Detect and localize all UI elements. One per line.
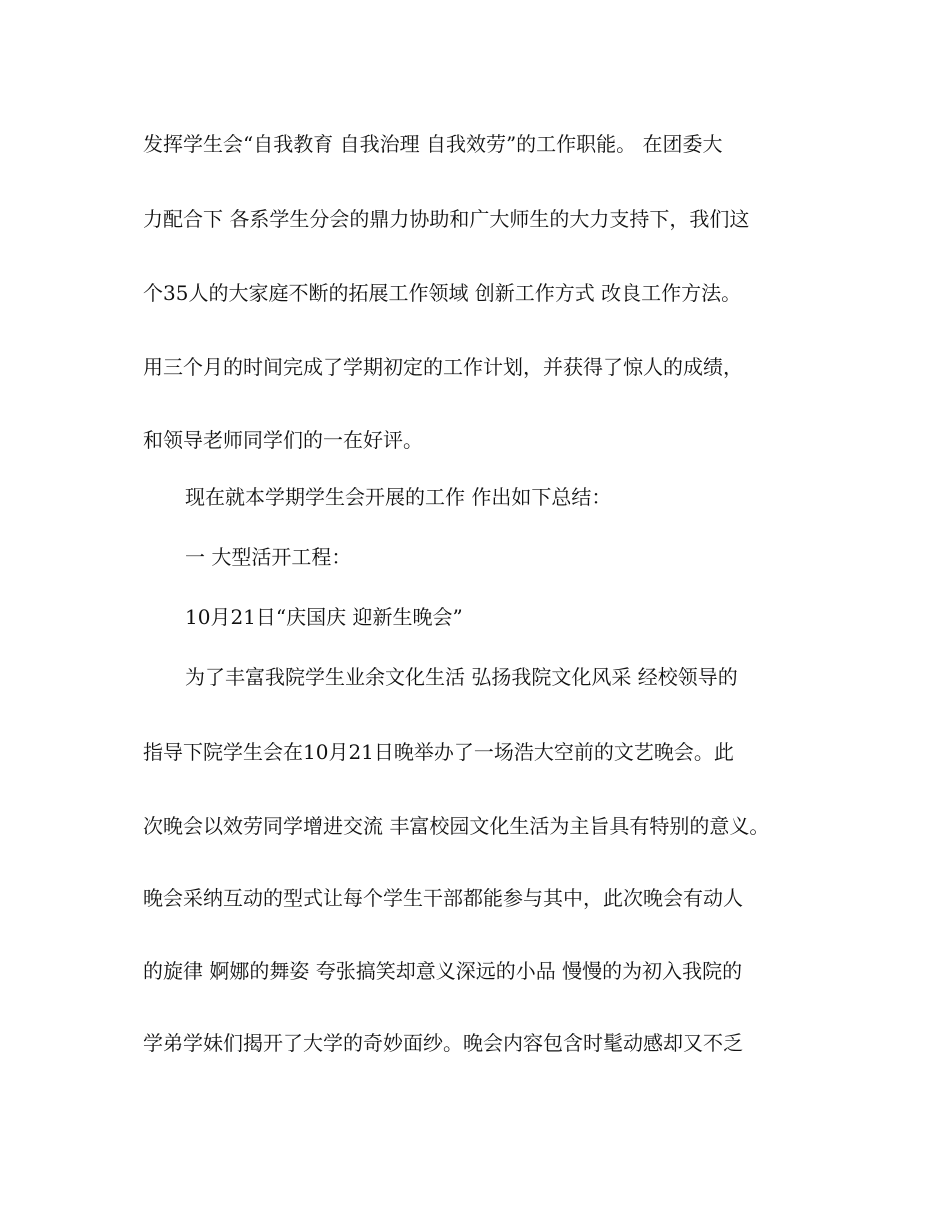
paragraph-line: 晚会采纳互动的型式让每个学生干部都能参与其中，此次晚会有动人 xyxy=(143,886,743,910)
paragraph-line: 指导下院学生会在10月21日晚举办了一场浩大空前的文艺晚会。此 xyxy=(143,740,734,764)
paragraph-line: 用三个月的时间完成了学期初定的工作计划，并获得了惊人的成绩， xyxy=(143,355,743,379)
paragraph-line: 学弟学妹们揭开了大学的奇妙面纱。晚会内容包含时髦动感却又不乏 xyxy=(143,1031,743,1055)
paragraph-line: 个35人的大家庭不断的拓展工作领域 创新工作方式 改良工作方法。 xyxy=(143,281,742,305)
event-title: 10月21日“庆国庆 迎新生晚会” xyxy=(185,605,463,629)
paragraph-line: 为了丰富我院学生业余文化生活 弘扬我院文化风采 经校领导的 xyxy=(185,665,738,689)
section-heading: 一 大型活开工程： xyxy=(185,545,352,569)
paragraph-line: 的旋律 婀娜的舞姿 夸张搞笑却意义深远的小品 慢慢的为初入我院的 xyxy=(143,959,743,983)
paragraph-line: 发挥学生会“自我教育 自我治理 自我效劳”的工作职能。 在团委大 xyxy=(143,132,723,156)
paragraph-line: 现在就本学期学生会开展的工作 作出如下总结： xyxy=(185,485,612,509)
paragraph-line: 力配合下 各系学生分会的鼎力协助和广大师生的大力支持下，我们这 xyxy=(143,207,750,231)
paragraph-line: 次晚会以效劳同学增进交流 丰富校园文化生活为主旨具有特别的意义。 xyxy=(143,814,770,838)
paragraph-line: 和领导老师同学们的一在好评。 xyxy=(143,428,423,452)
